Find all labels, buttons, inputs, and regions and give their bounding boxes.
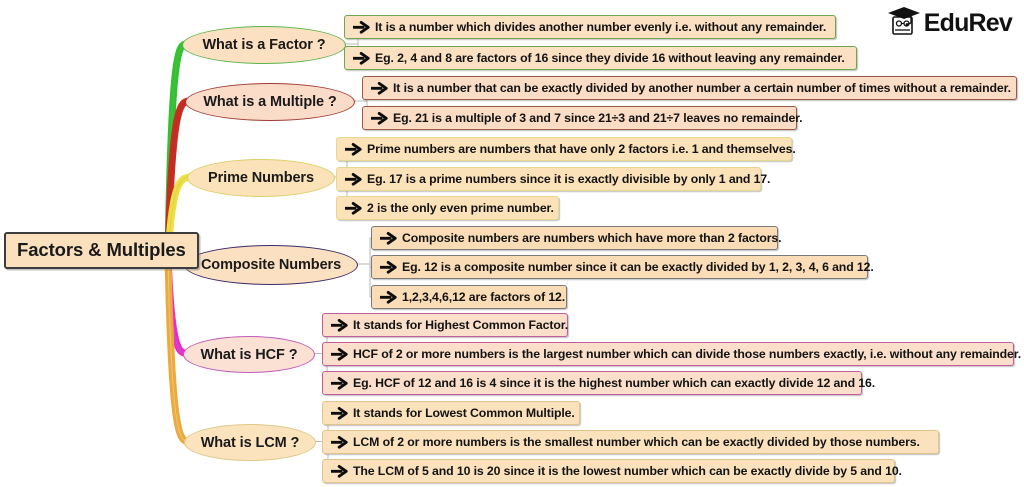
right-arrow-icon <box>328 376 350 391</box>
leaf-text: Prime numbers are numbers that have only 2 factors i.e. 1 and themselves. <box>367 142 796 156</box>
branch-node-hcf[interactable] <box>183 336 315 373</box>
branch-node-prime[interactable] <box>187 159 335 197</box>
leaf-text: It is a number that can be exactly divided by another number a certain number of times without a remainder. <box>393 81 1011 95</box>
leaf-box-lcm-3[interactable] <box>322 459 902 483</box>
right-arrow-icon <box>328 406 350 421</box>
leaf-box-lcm-2[interactable] <box>322 430 939 454</box>
leaf-box-multiple-2[interactable] <box>362 106 803 130</box>
branch-label-hcf: What is HCF ? <box>200 346 298 363</box>
branch-node-factor[interactable] <box>182 26 346 64</box>
leaf-text: Eg. 21 is a multiple of 3 and 7 since 21÷3 and 21÷7 leaves no remainder. <box>393 111 803 125</box>
right-arrow-icon <box>342 201 364 216</box>
right-arrow-icon <box>377 260 399 275</box>
branch-label-prime: Prime Numbers <box>208 170 314 186</box>
root-node[interactable] <box>4 232 199 269</box>
right-arrow-icon <box>377 231 399 246</box>
leaf-text: 2 is the only even prime number. <box>367 201 554 215</box>
branch-label-multiple: What is a Multiple ? <box>203 94 337 110</box>
leaf-text: It is a number which divides another number evenly i.e. without any remainder. <box>375 20 827 34</box>
leaf-box-prime-1[interactable] <box>336 137 796 161</box>
leaf-text: Eg. 12 is a composite number since it can be exactly divided by 1, 2, 3, 4, 6 and 12. <box>402 260 874 274</box>
leaf-text: Eg. 2, 4 and 8 are factors of 16 since they divide 16 without leaving any remainder. <box>375 51 845 65</box>
right-arrow-icon <box>328 318 350 333</box>
branch-node-lcm[interactable] <box>184 424 316 461</box>
leaf-box-composite-1[interactable] <box>371 226 782 250</box>
right-arrow-icon <box>342 172 364 187</box>
branch-label-composite: Composite Numbers <box>200 257 342 273</box>
leaf-text: 1,2,3,4,6,12 are factors of 12. <box>402 290 566 304</box>
root-node-label: Factors & Multiples <box>17 239 186 260</box>
right-arrow-icon <box>350 51 372 66</box>
leaf-text: Eg. HCF of 12 and 16 is 4 since it is the highest number which can exactly divide 12 and 16. <box>353 376 875 390</box>
edurev-logo-text: EduRev <box>923 9 1012 37</box>
leaf-box-lcm-1[interactable] <box>322 401 580 425</box>
leaf-text: LCM of 2 or more numbers is the smallest number which can be exactly divided by those numbers. <box>353 435 920 449</box>
branch-node-multiple[interactable] <box>185 83 355 121</box>
leaf-text: The LCM of 5 and 10 is 20 since it is the lowest number which can be exactly divide by 5 and 10. <box>353 464 902 478</box>
branch-label-lcm: What is LCM ? <box>200 434 300 451</box>
leaf-box-factor-2[interactable] <box>344 46 857 70</box>
leaf-box-multiple-1[interactable] <box>362 76 1017 100</box>
leaf-box-hcf-2[interactable] <box>322 342 1022 366</box>
right-arrow-icon <box>342 142 364 157</box>
right-arrow-icon <box>328 464 350 479</box>
leaf-box-factor-1[interactable] <box>344 15 836 39</box>
leaf-box-hcf-1[interactable] <box>322 313 568 337</box>
right-arrow-icon <box>377 290 399 305</box>
graduation-cap-book-icon <box>885 4 923 43</box>
leaf-text: HCF of 2 or more numbers is the largest number which can divide those numbers exactly, i.e. without any remainder. <box>353 347 1022 361</box>
right-arrow-icon <box>368 111 390 126</box>
edurev-logo <box>885 4 1012 43</box>
right-arrow-icon <box>350 20 372 35</box>
right-arrow-icon <box>368 81 390 96</box>
leaf-box-hcf-3[interactable] <box>322 371 875 395</box>
leaf-text: Composite numbers are numbers which have more than 2 factors. <box>402 231 782 245</box>
leaf-box-prime-2[interactable] <box>336 167 771 191</box>
branch-node-composite[interactable] <box>184 245 358 285</box>
leaf-box-prime-3[interactable] <box>336 196 559 220</box>
leaf-text: It stands for Highest Common Factor. <box>353 318 568 332</box>
leaf-text: It stands for Lowest Common Multiple. <box>353 406 575 420</box>
right-arrow-icon <box>328 435 350 450</box>
leaf-box-composite-3[interactable] <box>371 285 567 309</box>
right-arrow-icon <box>328 347 350 362</box>
leaf-box-composite-2[interactable] <box>371 255 874 279</box>
leaf-text: Eg. 17 is a prime numbers since it is exactly divisible by only 1 and 17. <box>367 172 771 186</box>
branch-label-factor: What is a Factor ? <box>202 37 326 53</box>
